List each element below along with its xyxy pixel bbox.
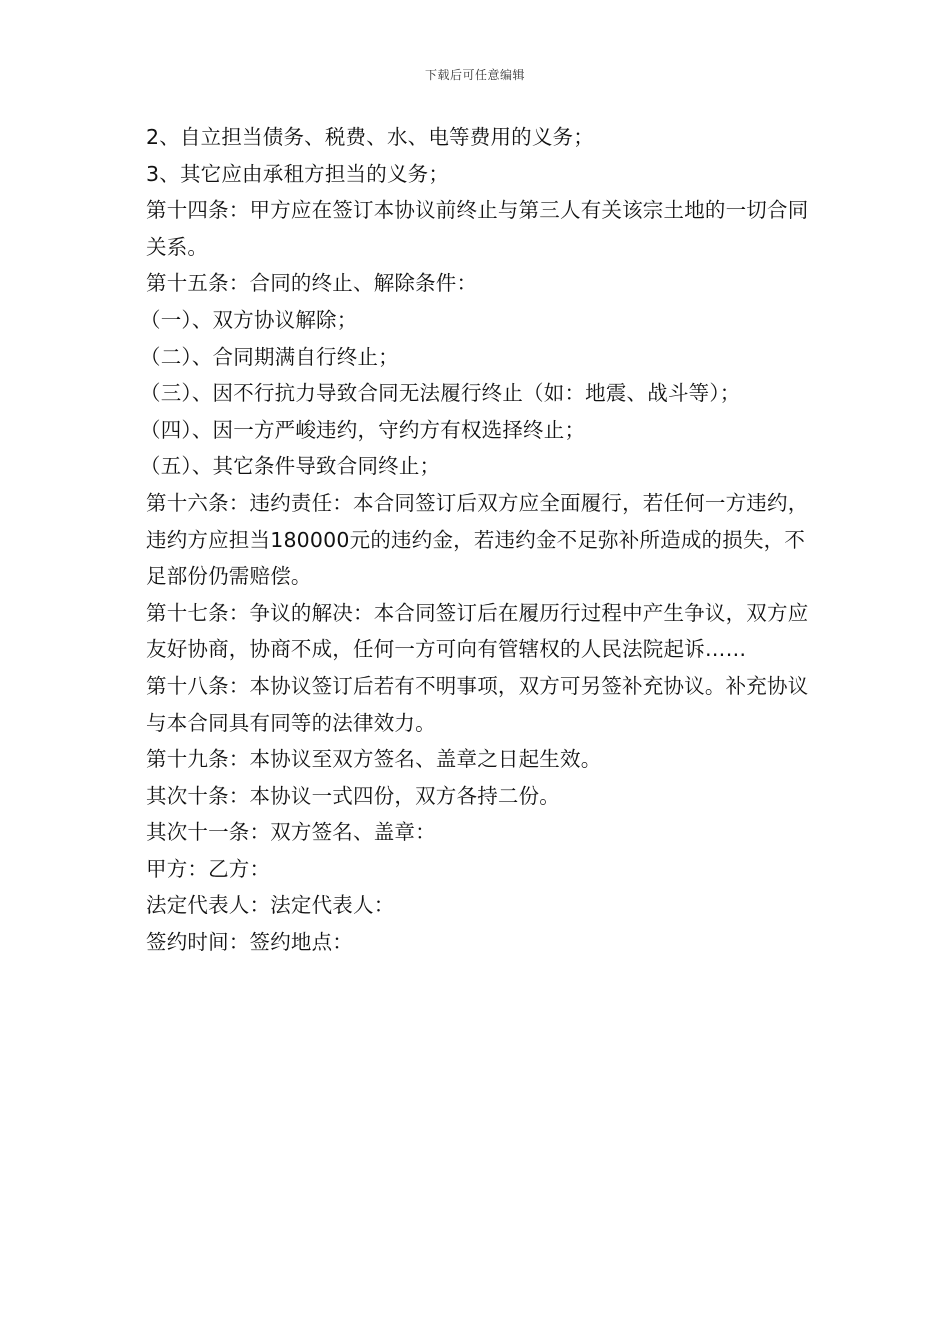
clause-14: 第十四条：甲方应在签订本协议前终止与第三人有关该宗土地的一切合同关系。 [146, 198, 809, 259]
signature-time-place: 签约时间：签约地点： [146, 930, 353, 955]
clause-17: 第十七条：争议的解决：本合同签订后在履历行过程中产生争议，双方应友好协商，协商不成，任何一方可向有管辖权的人民法院起诉…… [146, 600, 809, 662]
clause-15-item-3: （三）、因不行抗力导致合同无法履行终止（如：地震、战斗等）； [140, 381, 741, 406]
clause-15-item-1: （一）、双方协议解除； [140, 307, 358, 332]
clause-19: 第十九条：本协议至双方签名、盖章之日起生效。 [146, 747, 602, 772]
paragraph-other-obligations: 3、其它应由承租方担当的义务； [146, 161, 450, 186]
clause-15-item-4: （四）、因一方严峻违约，守约方有权选择终止； [140, 417, 586, 442]
page-header: 下载后可任意编辑 [424, 68, 525, 82]
paragraph-debt-obligation: 2、自立担当债务、税费、水、电等费用的义务； [146, 125, 594, 149]
clause-15-item-2: （二）、合同期满自行终止； [140, 344, 399, 369]
clause-16: 第十六条：违约责任：本合同签订后双方应全面履行，若任何一方违约，违约方应担当180000元的违约金，若违约金不足弥补所造成的损失，不足部份仍需赔偿。 [146, 490, 809, 589]
clause-15: 第十五条：合同的终止、解除条件： [146, 271, 478, 296]
clause-15-item-5: （五）、其它条件导致合同终止； [140, 454, 441, 479]
document-body [140, 119, 812, 961]
clause-21: 其次十一条：双方签名、盖章： [146, 820, 436, 845]
clause-18: 第十八条：本协议签订后若有不明事项，双方可另签补充协议。补充协议与本合同具有同等的法律效力。 [146, 673, 809, 735]
signature-parties: 甲方：乙方： [146, 856, 271, 881]
signature-representatives: 法定代表人：法定代表人： [146, 893, 395, 918]
clause-20: 其次十条：本协议一式四份，双方各持二份。 [146, 783, 560, 808]
